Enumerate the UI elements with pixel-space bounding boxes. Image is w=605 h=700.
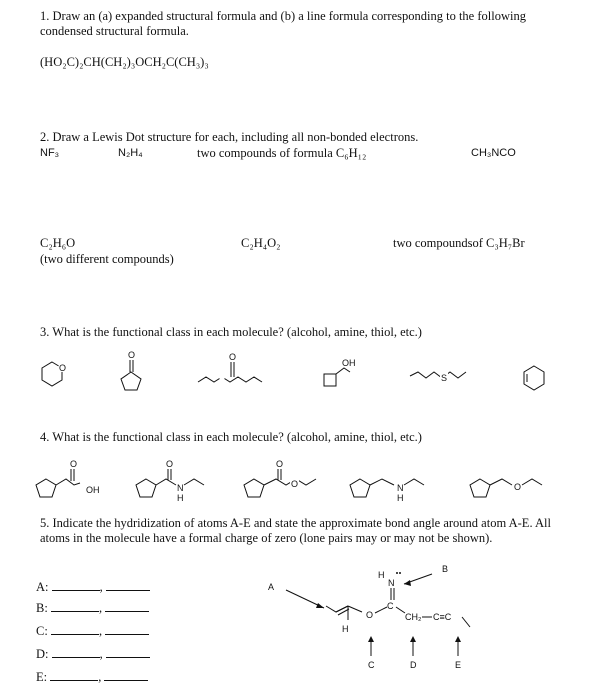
svg-text:O: O bbox=[291, 479, 299, 489]
q4-text: 4. What is the functional class in each molecule? (alcohol, amine, thiol, etc.) bbox=[40, 430, 422, 444]
q3-molecule-ester bbox=[198, 352, 262, 382]
q5-answer-label-d: D: bbox=[36, 647, 49, 661]
svg-text:O: O bbox=[229, 352, 237, 362]
q4-molecules bbox=[0, 455, 605, 515]
q3-molecule-thioether bbox=[410, 372, 466, 383]
q2-item-c2h6o: C₂H₆O bbox=[40, 236, 76, 250]
q2-note: (two different compounds) bbox=[40, 252, 174, 266]
svg-text:C: C bbox=[387, 601, 394, 611]
svg-text:N: N bbox=[388, 578, 395, 588]
atom-label-b: B bbox=[442, 564, 449, 574]
q5-comma: , bbox=[98, 601, 103, 615]
atom-label-d: D bbox=[410, 660, 417, 670]
q3-molecule-alcohol bbox=[324, 358, 356, 386]
q2-item-nf3: NF₃ bbox=[40, 147, 60, 159]
svg-text:O: O bbox=[166, 459, 174, 469]
svg-text:CH₂: CH₂ bbox=[405, 612, 422, 622]
svg-text:OH: OH bbox=[342, 358, 356, 368]
svg-text:N: N bbox=[177, 483, 184, 493]
svg-text:O: O bbox=[128, 350, 136, 360]
atom-label-e: E bbox=[455, 660, 462, 670]
q3-molecule-cyclohexene bbox=[524, 366, 544, 390]
q5-molecule bbox=[0, 560, 605, 690]
svg-text:S: S bbox=[441, 373, 448, 383]
atom-label-a: A bbox=[268, 582, 275, 592]
svg-text:H: H bbox=[177, 493, 184, 503]
q4-molecule-amide bbox=[136, 459, 204, 503]
q2-item-c6h12: two compounds of formula C₆H₁₂ bbox=[197, 146, 367, 160]
q4-molecule-acid bbox=[36, 459, 100, 497]
q3-text: 3. What is the functional class in each molecule? (alcohol, amine, thiol, etc.) bbox=[40, 325, 422, 339]
svg-text:O: O bbox=[276, 459, 284, 469]
svg-text:H: H bbox=[378, 570, 385, 580]
svg-text:O: O bbox=[59, 363, 67, 373]
q2-item-n2h4: N₂H₄ bbox=[118, 147, 143, 159]
svg-text:OH: OH bbox=[86, 485, 100, 495]
q5-comma: , bbox=[98, 670, 102, 684]
q2-item-c2h4o2: C₂H₄O₂ bbox=[241, 236, 281, 250]
q2-item-ch3nco: CH₃NCO bbox=[471, 147, 516, 159]
q5-comma: , bbox=[99, 647, 103, 661]
q5-answer-label-e: E: bbox=[36, 670, 48, 684]
q4-molecule-amine bbox=[350, 479, 424, 503]
svg-text:N: N bbox=[397, 483, 404, 493]
q5-answer-label-a: A: bbox=[36, 580, 49, 594]
q5-comma: , bbox=[99, 580, 103, 594]
q4-molecule-ester bbox=[244, 459, 316, 497]
q2-text: 2. Draw a Lewis Dot structure for each, including all non-bonded electrons. bbox=[40, 130, 419, 144]
svg-text:O: O bbox=[366, 610, 374, 620]
q3-molecule-oxane bbox=[42, 362, 66, 386]
svg-text:O: O bbox=[514, 482, 522, 492]
q1-formula: (HO₂C)₂CH(CH₂)₃OCH₂C(CH₃)₃ bbox=[40, 55, 209, 69]
q3-molecules bbox=[0, 350, 605, 410]
q5-answer-label-c: C: bbox=[36, 624, 48, 638]
q3-molecule-cyclopentanone bbox=[121, 350, 141, 390]
svg-text:C≡C: C≡C bbox=[433, 612, 452, 622]
q5-text: 5. Indicate the hydridization of atoms A-E and state the approximate bond angle around atom A-E. All atoms in the molecule have a formal charge of zero (lone pairs may or may not be shown). bbox=[40, 516, 551, 545]
q1-text: 1. Draw an (a) expanded structural formula and (b) a line formula corresponding to the following condensed structural formula. bbox=[40, 9, 526, 38]
q5-comma: , bbox=[98, 624, 103, 638]
q4-molecule-ether bbox=[470, 479, 542, 497]
svg-text:O: O bbox=[70, 459, 78, 469]
svg-text:H: H bbox=[397, 493, 404, 503]
q5-answer-label-b: B: bbox=[36, 601, 48, 615]
atom-label-c: C bbox=[368, 660, 375, 670]
q2-item-c3h7br: two compoundsof C₃H₇Br bbox=[393, 236, 525, 250]
svg-text:H: H bbox=[342, 624, 349, 634]
